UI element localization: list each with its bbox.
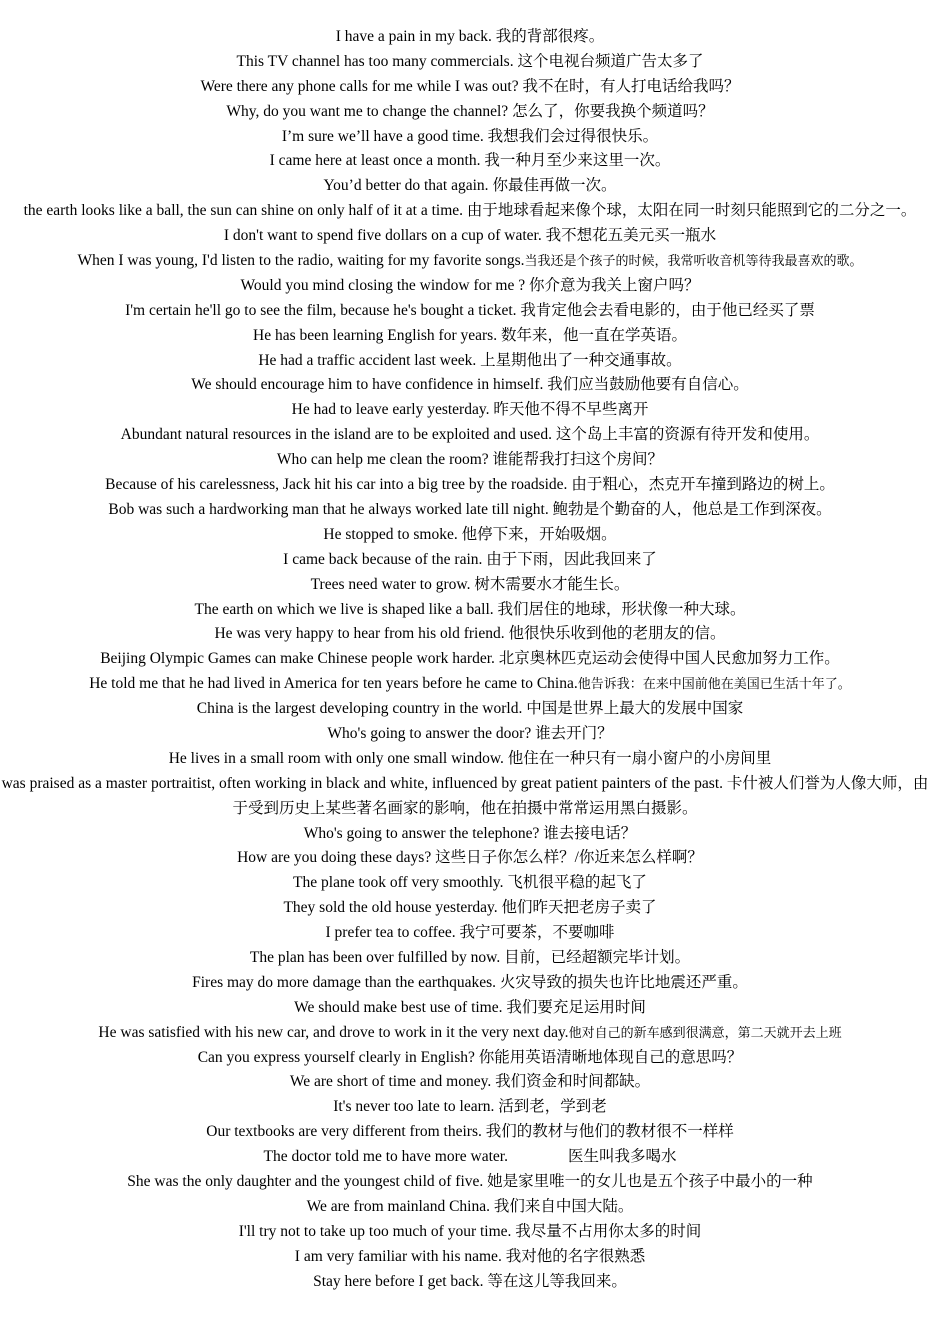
chinese-text: 我想我们会过得很快乐。 — [487, 127, 659, 145]
chinese-text: 我宁可要茶，不要咖啡 — [459, 924, 615, 942]
english-text: Were there any phone calls for me while I was out? — [200, 77, 519, 95]
chinese-text: 等在这儿等我回来。 — [487, 1272, 627, 1290]
sentence-line — [0, 498, 940, 523]
chinese-text: 我对他的名字很熟悉 — [505, 1247, 646, 1265]
sentence-line — [0, 946, 940, 971]
chinese-text: 当我还是个孩子的时候，我常听收音机等待我最喜欢的歌。 — [524, 253, 863, 269]
chinese-text: 我们应当鼓励他要有自信心。 — [547, 376, 749, 394]
english-text: Would you mind closing the window for me ? — [240, 276, 526, 294]
sentence-line — [0, 1170, 940, 1195]
english-text: You’d better do that again. — [323, 177, 489, 195]
sentence-line — [0, 971, 940, 996]
chinese-text: 我们居住的地球，形状像一种大球。 — [497, 600, 746, 618]
sentence-line — [0, 722, 940, 747]
english-text: the earth looks like a ball, the sun can shine on only half of it at a time. — [23, 202, 464, 220]
sentence-line — [0, 224, 940, 249]
sentence-line — [0, 697, 940, 722]
sentence-line — [0, 896, 940, 921]
sentence-line — [0, 50, 940, 75]
english-text: He had to leave early yesterday. — [291, 401, 490, 419]
english-text: China is the largest developing country in the world. — [196, 700, 523, 718]
sentence-line — [0, 647, 940, 672]
sentence-line — [0, 174, 940, 199]
sentence-line — [0, 1245, 940, 1270]
chinese-text: 昨天他不得不早些离开 — [493, 401, 649, 419]
english-text: Who's going to answer the door? — [327, 724, 532, 742]
chinese-text: 我们资金和时间都缺。 — [495, 1073, 651, 1091]
english-text: He has been learning English for years. — [253, 326, 498, 344]
chinese-text: 由于下雨，因此我回来了 — [486, 550, 657, 568]
sentence-line — [0, 249, 940, 274]
chinese-text: 这个岛上丰富的资源有待开发和使用。 — [555, 426, 820, 444]
english-text: I’m sure we’ll have a good time. — [281, 127, 484, 145]
english-text: Why, do you want me to change the channel? — [226, 102, 509, 120]
sentence-line — [0, 1120, 940, 1145]
chinese-text: 我肯定他会去看电影的，由于他已经买了票 — [520, 301, 815, 319]
chinese-text: 火灾导致的损失也许比地震还严重。 — [499, 973, 748, 991]
sentence-line — [0, 75, 940, 100]
chinese-text: 由于粗心，杰克开车撞到路边的树上。 — [571, 476, 835, 494]
chinese-text: 谁能帮我打扫这个房间？ — [492, 451, 664, 469]
chinese-text: 飞机很平稳的起飞了 — [507, 874, 647, 892]
english-text: We should encourage him to have confidence in himself. — [191, 376, 544, 394]
sentence-line — [0, 548, 940, 573]
english-text: They sold the old house yesterday. — [283, 899, 498, 917]
english-text: How are you doing these days? — [237, 849, 432, 867]
sentence-line — [0, 149, 940, 174]
english-text: He was very happy to hear from his old friend. — [214, 625, 505, 643]
sentence-line — [0, 921, 940, 946]
english-text: Can you express yourself clearly in English? — [197, 1048, 475, 1066]
chinese-text: 数年来，他一直在学英语。 — [500, 326, 687, 344]
chinese-text: 上星期他出了一种交通事故。 — [480, 351, 682, 369]
chinese-text: 你最佳再做一次。 — [492, 177, 617, 195]
sentence-line — [0, 448, 940, 473]
sentence-line — [0, 274, 940, 299]
english-text: I'll try not to take up too much of your time. — [238, 1222, 512, 1240]
chinese-text: 树木需要水才能生长。 — [474, 575, 630, 593]
sentence-line — [0, 1145, 940, 1170]
chinese-text: 他很快乐收到他的老朋友的信。 — [508, 625, 726, 643]
english-text: was praised as a master portraitist, often working in black and white, influenced by great patient painters of the past. — [1, 774, 723, 792]
chinese-text: 由于地球看起来像个球，太阳在同一时刻只能照到它的二分之一。 — [466, 202, 917, 220]
english-text: Who can help me clean the room? — [276, 451, 489, 469]
chinese-text: 我不在时，有人打电话给我吗？ — [522, 77, 740, 95]
english-text: I came here at least once a month. — [269, 152, 481, 170]
sentence-line — [0, 672, 940, 697]
sentence-line — [0, 598, 940, 623]
sentence-line — [0, 622, 940, 647]
chinese-text: 我们的教材与他们的教材很不一样样 — [485, 1123, 734, 1141]
english-text: We should make best use of time. — [294, 998, 503, 1016]
chinese-text: 活到老，学到老 — [498, 1098, 607, 1116]
chinese-text: 医生叫我多喝水 — [567, 1148, 677, 1166]
sentence-line — [0, 299, 940, 324]
sentence-line — [0, 822, 940, 847]
english-text: It's never too late to learn. — [333, 1098, 495, 1116]
sentence-line — [0, 1046, 940, 1071]
chinese-text: 我们要充足运用时间 — [506, 998, 646, 1016]
chinese-text: 卡什被人们誉为人像大师，由于受到历史上某些著名画家的影响，他在拍摄中常常运用黑白摄影。 — [232, 774, 929, 817]
chinese-text: 我的背部很疼。 — [495, 28, 605, 45]
chinese-text: 目前，已经超额完毕计划。 — [504, 949, 691, 966]
english-text: Bob was such a hardworking man that he always worked late till night. — [108, 500, 549, 518]
english-text: I don't want to spend five dollars on a cup of water. — [223, 227, 542, 245]
english-text: We are from mainland China. — [306, 1197, 490, 1215]
chinese-text: 这些日子你怎么样？/你近来怎么样啊？ — [435, 849, 703, 867]
chinese-text: 谁去开门？ — [535, 724, 613, 742]
english-text: Stay here before I get back. — [313, 1272, 484, 1290]
english-text: He was satisfied with his new car, and drove to work in it the very next day. — [98, 1023, 569, 1041]
chinese-text: 他停下来，开始吸烟。 — [461, 525, 617, 543]
english-text: We are short of time and money. — [289, 1073, 492, 1091]
sentence-line — [0, 1195, 940, 1220]
chinese-text: 中国是世界上最大的发展中国家 — [526, 700, 744, 718]
english-text: I have a pain in my back. — [335, 28, 492, 45]
document-page — [0, 25, 940, 1294]
sentence-line — [0, 1220, 940, 1245]
sentence-line — [0, 1095, 940, 1120]
english-text: I came back because of the rain. — [283, 550, 483, 568]
sentence-line — [0, 423, 940, 448]
english-text: The plane took off very smoothly. — [293, 874, 504, 892]
chinese-text: 他告诉我：在来中国前他在美国已生活十年了。 — [577, 676, 851, 692]
english-text: Who's going to answer the telephone? — [303, 824, 540, 842]
sentence-line — [0, 747, 940, 772]
chinese-text: 这个电视台频道广告太多了 — [517, 52, 704, 70]
chinese-text: 你介意为我关上窗户吗？ — [528, 276, 700, 294]
chinese-text: 你能用英语清晰地体现自己的意思吗？ — [478, 1048, 743, 1066]
english-text: Fires may do more damage than the earthquakes. — [192, 973, 496, 991]
english-text: I am very familiar with his name. — [294, 1247, 502, 1265]
sentence-line — [0, 398, 940, 423]
chinese-text: 他们昨天把老房子卖了 — [501, 899, 657, 917]
english-text: This TV channel has too many commercials. — [236, 52, 514, 70]
english-text: Trees need water to grow. — [310, 575, 471, 593]
english-text: The doctor told me to have more water. — [263, 1148, 508, 1166]
english-text: She was the only daughter and the youngest child of five. — [127, 1173, 484, 1191]
chinese-text: 她是家里唯一的女儿也是五个孩子中最小的一种 — [487, 1173, 813, 1191]
chinese-text: 鲍勃是个勤奋的人，他总是工作到深夜。 — [552, 500, 832, 518]
chinese-text: 谁去接电话？ — [543, 824, 637, 842]
chinese-text: 我们来自中国大陆。 — [493, 1197, 634, 1215]
sentence-line — [0, 473, 940, 498]
english-text: When I was young, I'd listen to the radio, waiting for my favorite songs. — [77, 252, 525, 270]
chinese-text: 我不想花五美元买一瓶水 — [545, 227, 717, 245]
sentence-line — [0, 349, 940, 374]
sentence-line — [0, 1021, 940, 1046]
english-text: I'm certain he'll go to see the film, because he's bought a ticket. — [125, 301, 517, 319]
sentence-line — [0, 373, 940, 398]
sentence-line-wrapped — [0, 199, 940, 224]
sentence-line — [0, 996, 940, 1021]
sentence-line — [0, 25, 940, 50]
sentence-line — [0, 573, 940, 598]
english-text: Beijing Olympic Games can make Chinese people work harder. — [100, 650, 495, 668]
sentence-line — [0, 324, 940, 349]
sentence-line — [0, 1070, 940, 1095]
chinese-text: 北京奥林匹克运动会使得中国人民愈加努力工作。 — [498, 650, 840, 668]
english-text: I prefer tea to coffee. — [325, 924, 456, 942]
english-text: He told me that he had lived in America for ten years before he came to China. — [89, 675, 578, 693]
english-text: The earth on which we live is shaped like a ball. — [194, 600, 494, 618]
sentence-line-wrapped — [0, 772, 936, 822]
english-text: Because of his carelessness, Jack hit his car into a big tree by the roadside. — [105, 476, 568, 494]
sentence-line — [0, 846, 940, 871]
english-text: Abundant natural resources in the island are to be exploited and used. — [120, 426, 552, 444]
chinese-text: 他对自己的新车感到很满意，第二天就开去上班 — [568, 1024, 842, 1040]
chinese-text: 他住在一种只有一扇小窗户的小房间里 — [507, 749, 772, 767]
chinese-text: 怎么了，你要我换个频道吗？ — [512, 102, 714, 120]
sentence-line — [0, 100, 940, 125]
english-text: Our textbooks are very different from theirs. — [206, 1123, 482, 1141]
english-text: He had a traffic accident last week. — [258, 351, 477, 369]
english-text: The plan has been over fulfilled by now. — [249, 949, 501, 966]
sentence-line — [0, 1270, 940, 1295]
english-text: He stopped to smoke. — [323, 525, 458, 543]
sentence-line — [0, 871, 940, 896]
chinese-text: 我一种月至少来这里一次。 — [484, 152, 671, 170]
sentence-line — [0, 125, 940, 150]
chinese-text: 我尽量不占用你太多的时间 — [515, 1222, 702, 1240]
english-text: He lives in a small room with only one small window. — [168, 749, 504, 767]
sentence-line — [0, 523, 940, 548]
